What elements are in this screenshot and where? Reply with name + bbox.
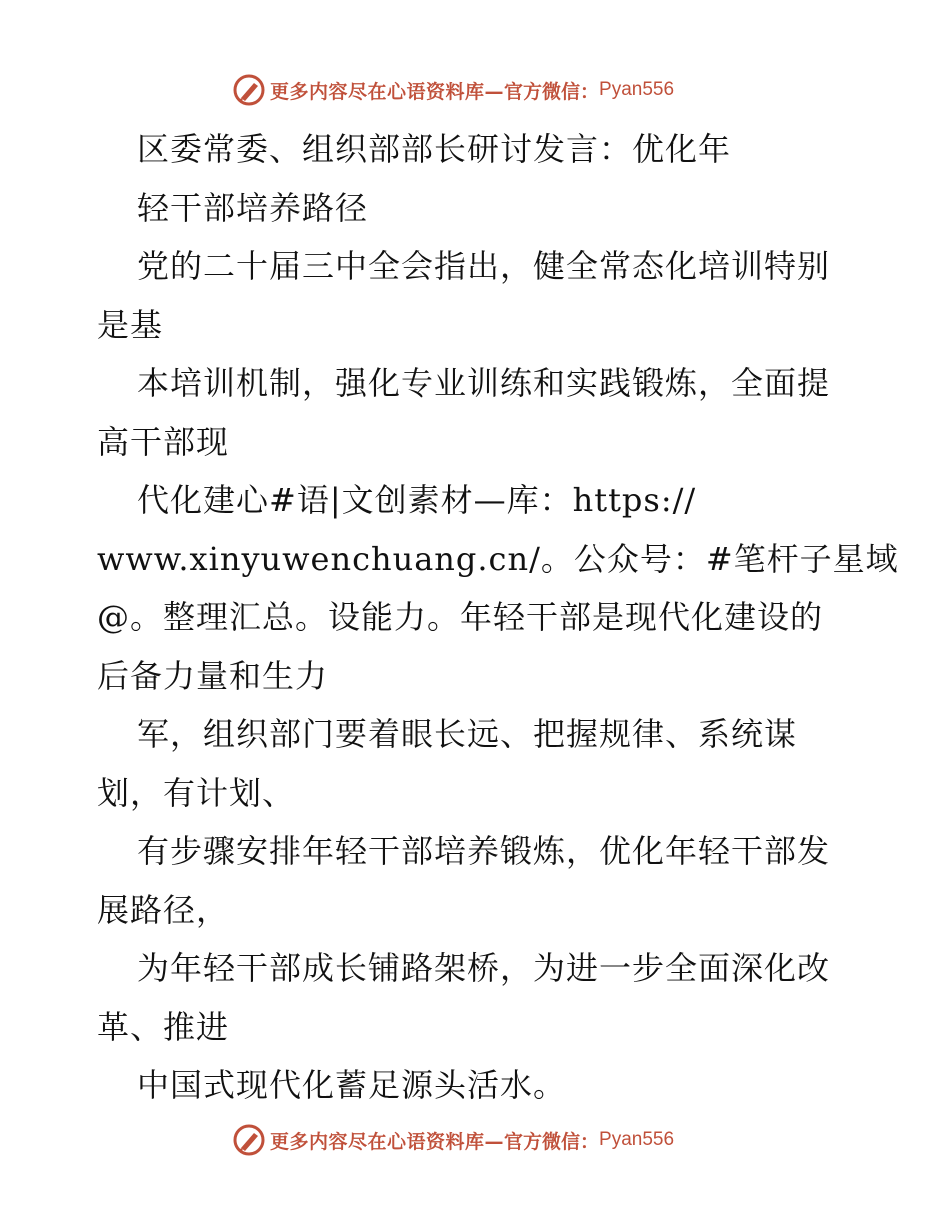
text-line: @。整理汇总。设能力。年轻干部是现代化建设的: [97, 598, 824, 636]
pen-logo-icon: [232, 1123, 266, 1157]
banner-wechat-id: Pyan556: [599, 79, 675, 100]
title-line-2: 轻干部培养路径: [137, 188, 369, 227]
banner-wechat-id: Pyan556: [599, 1129, 675, 1150]
text-line: 展路径，: [97, 890, 230, 929]
banner-wechat-label: 官方微信：: [504, 80, 600, 103]
text-line: 革、推进: [97, 1007, 230, 1046]
text-line: 党的二十届三中全会指出，健全常态化培训特别: [137, 247, 831, 285]
banner-text: 更多内容尽在心语资料库—: [270, 80, 505, 103]
text-line: 为年轻干部成长铺路架桥，为进一步全面深化改: [137, 949, 831, 987]
pen-logo-icon: [232, 73, 266, 107]
text-line-url: www.xinyuwenchuang.cn/。公众号：#笔杆子星域: [97, 539, 899, 578]
text-line: 有步骤安排年轻干部培养锻炼，优化年轻干部发: [137, 832, 831, 870]
title-line-1: 区委常委、组织部部长研讨发言：优化年: [137, 130, 732, 168]
text-line: 代化建心#语|文创素材—库：https://: [137, 481, 697, 519]
document-body: [97, 120, 899, 1115]
text-line: 本培训机制，强化专业训练和实践锻炼，全面提: [137, 364, 831, 402]
footer-watermark-banner: [232, 1122, 674, 1158]
text-line: 中国式现代化蓄足源头活水。: [137, 1066, 567, 1104]
header-watermark-banner: [232, 72, 674, 108]
text-line: 是基: [97, 305, 164, 344]
text-line: 军，组织部门要着眼长远、把握规律、系统谋: [137, 715, 798, 753]
text-line: 后备力量和生力: [97, 656, 329, 695]
banner-text: 更多内容尽在心语资料库—: [270, 1130, 505, 1153]
text-line: 划，有计划、: [97, 773, 296, 812]
text-line: 高干部现: [97, 422, 230, 461]
banner-wechat-label: 官方微信：: [504, 1130, 600, 1153]
